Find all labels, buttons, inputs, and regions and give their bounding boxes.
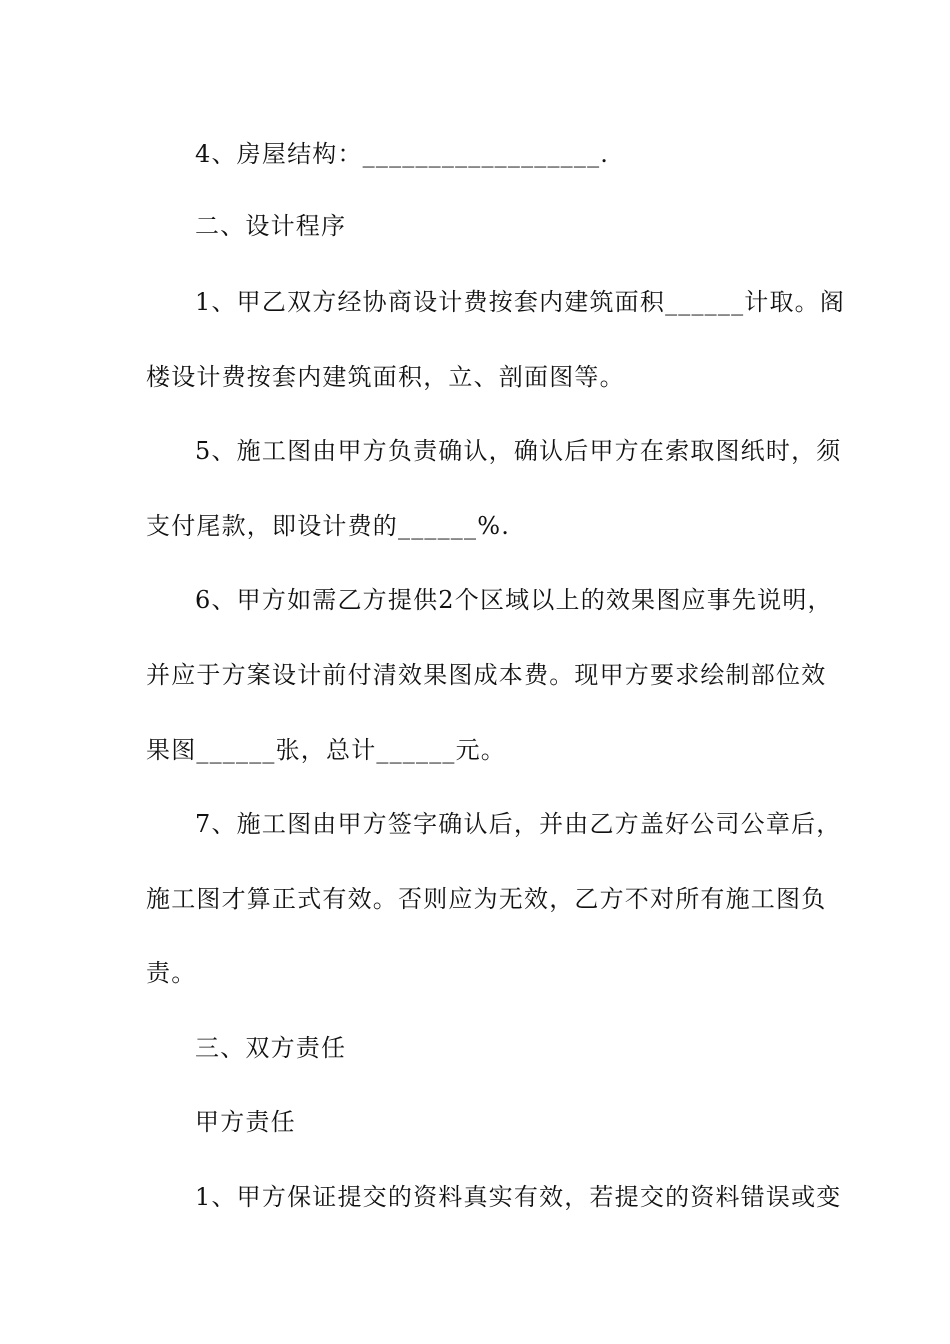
- text-line: 果图______张，总计______元。: [146, 736, 506, 764]
- subsection-heading: 甲方责任: [195, 1108, 296, 1136]
- text-line: 并应于方案设计前付清效果图成本费。现甲方要求绘制部位效: [146, 661, 827, 689]
- text-line: 施工图才算正式有效。否则应为无效，乙方不对所有施工图负: [146, 885, 827, 913]
- text-line: 责。: [146, 959, 197, 987]
- text-line: 楼设计费按套内建筑面积，立、剖面图等。: [146, 363, 625, 391]
- text-line: 4、房屋结构：__________________.: [195, 140, 610, 168]
- section-heading: 三、双方责任: [195, 1034, 347, 1062]
- section-heading: 二、设计程序: [195, 212, 347, 240]
- text-line: 7、施工图由甲方签字确认后，并由乙方盖好公司公章后，: [195, 810, 842, 838]
- text-line: 1、甲方保证提交的资料真实有效，若提交的资料错误或变: [195, 1183, 842, 1211]
- text-line: 1、甲乙双方经协商设计费按套内建筑面积______计取。阁: [195, 288, 846, 316]
- text-line: 5、施工图由甲方负责确认，确认后甲方在索取图纸时，须: [195, 437, 842, 465]
- text-line: 6、甲方如需乙方提供2个区域以上的效果图应事先说明，: [195, 586, 833, 614]
- text-line: 支付尾款，即设计费的______%.: [146, 512, 511, 540]
